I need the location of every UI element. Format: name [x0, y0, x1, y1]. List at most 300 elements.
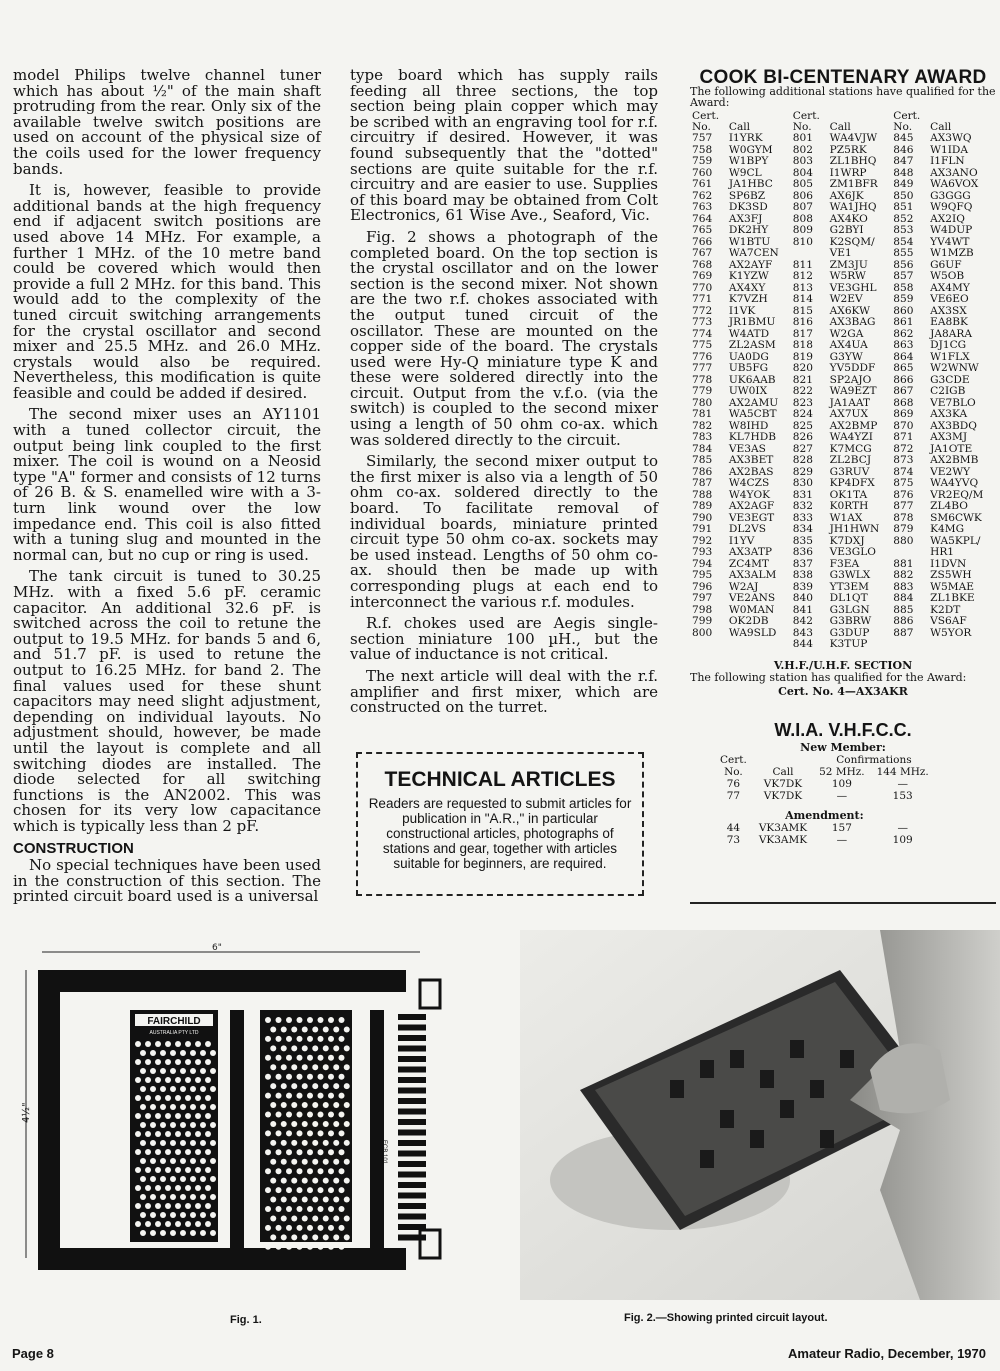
paragraph: R.f. chokes used are Aegis single-section miniature 100 µH., but the value of inductance is not critical.: [350, 614, 658, 664]
pcb-pad: [312, 1121, 318, 1127]
pcb-pad: [312, 1064, 318, 1070]
pcb-pad: [175, 1077, 181, 1083]
pcb-pad: [276, 1206, 282, 1212]
cert-number: 841: [792, 603, 813, 616]
cert-number: 792: [692, 534, 713, 547]
call-sign: VE3GHL: [829, 281, 877, 294]
pcb-pad: [140, 1212, 146, 1218]
pcb-pad: [318, 1149, 324, 1155]
cert-number: 767: [692, 247, 713, 259]
award-row: [690, 156, 996, 168]
call-sign: W1BTU: [728, 235, 771, 248]
call-sign: VK3AMK: [758, 821, 808, 834]
pcb-pad: [270, 1234, 276, 1240]
pcb-pad: [307, 1225, 313, 1231]
call-sign: ZC4MT: [728, 557, 769, 570]
cert-number: 829: [792, 465, 813, 478]
awards-column: [690, 68, 996, 846]
pcb-pad: [160, 1230, 166, 1236]
call-sign: W1AX: [829, 511, 863, 524]
cert-number: 827: [792, 442, 813, 455]
confirm-144: 109: [892, 833, 913, 846]
paragraph: It is, however, feasible to provide additional bands at the high frequency end if adjacent switch positions are used above 14 MHz. For example, a further 1 MHz. of the 10 metre band could be covered which would then provide a full 2 MHz. for this band. This would add to the complexity of the tuned circuit switching arrangements for the crystal oscillator and second mixer and 25.5 MHz. and 26.0 MHz. crystals would also be required. Nevertheless, this modification is quite feasible and could be added if desired.: [13, 181, 321, 402]
pcb-pad: [286, 1074, 292, 1080]
col-header: Call: [772, 765, 794, 778]
pcb-pad: [265, 1225, 271, 1231]
cert-number: 844: [792, 638, 813, 650]
call-sign: I1VK: [728, 304, 756, 317]
cert-number: 882: [893, 569, 914, 581]
pcb-pad: [312, 1140, 318, 1146]
connector-finger: [398, 1182, 426, 1188]
pcb-pad: [210, 1158, 216, 1164]
cert-number: 796: [692, 580, 713, 593]
cert-number: 825: [792, 419, 813, 432]
pcb-pad: [150, 1086, 156, 1092]
width-dimension: 6": [212, 943, 222, 953]
call-sign: W2AJ: [728, 580, 759, 593]
paragraph: No special techniques have been used in the construction of this section. The printed circuit board used is a universal: [13, 856, 321, 906]
pcb-pad: [265, 1206, 271, 1212]
component: [790, 1040, 804, 1058]
pcb-pad: [318, 1244, 324, 1250]
pcb-pad: [333, 1215, 339, 1221]
cert-number: 764: [692, 212, 713, 225]
cert-number: 832: [792, 500, 813, 512]
col-header: Cert.: [692, 110, 720, 122]
cert-number: 830: [792, 477, 813, 489]
pcb-pad: [200, 1122, 206, 1128]
pcb-pad: [175, 1041, 181, 1047]
pcb-pad: [328, 1093, 334, 1099]
pcb-pad: [170, 1104, 176, 1110]
vhf-section-text: The following station has qualified for the Award:: [690, 670, 967, 684]
pcb-pad: [318, 1093, 324, 1099]
pcb-pad: [180, 1050, 186, 1056]
pcb-pad: [200, 1230, 206, 1236]
pcb-code: ECB 101: [381, 1140, 387, 1165]
pcb-pad: [195, 1149, 201, 1155]
pcb-pad: [291, 1215, 297, 1221]
pcb-pad: [339, 1244, 345, 1250]
col-header: Call: [728, 121, 751, 133]
cert-number: 782: [692, 419, 713, 432]
pcb-pad: [195, 1131, 201, 1137]
col-header: Cert.: [893, 110, 921, 122]
call-sign: WA7CEN: [728, 247, 779, 259]
pcb-pad: [286, 1130, 292, 1136]
pcb-pad: [276, 1168, 282, 1174]
pcb-pad: [302, 1234, 308, 1240]
pcb-pad: [307, 1112, 313, 1118]
pcb-pad: [185, 1185, 191, 1191]
pcb-pad: [185, 1077, 191, 1083]
call-sign: W2EV: [829, 293, 863, 305]
award-row: [690, 248, 996, 260]
pcb-pad: [200, 1194, 206, 1200]
call-sign: VK7DK: [763, 789, 803, 802]
connector-finger: [398, 1088, 426, 1094]
pcb-pad: [276, 1112, 282, 1118]
pcb-pad: [165, 1041, 171, 1047]
cert-number: 77: [726, 789, 741, 802]
pcb-pad: [328, 1168, 334, 1174]
pcb-pad: [297, 1093, 303, 1099]
cert-number: 850: [893, 189, 914, 202]
pcb-pad: [150, 1194, 156, 1200]
pcb-pad: [297, 1225, 303, 1231]
pcb-pad: [323, 1215, 329, 1221]
cert-number: 860: [893, 304, 914, 317]
call-sign: WA1JHQ: [829, 201, 877, 213]
pcb-pad: [281, 1026, 287, 1032]
call-sign: [727, 639, 791, 651]
pcb-pad: [307, 1168, 313, 1174]
award-intro: The following additional stations have qualified for the Award:: [690, 85, 996, 109]
paragraph: Fig. 2 shows a photograph of the completed board. On the top section is the crystal oscillator and on the lower section is the second mixer. Not shown are the two r.f. chokes associated with the output tuned circuit of the oscillator. These are mounted on the copper side of the board. The crystals used were Hy-Q miniature type K and these were soldered directly into the circuit. Output from the v.f.o. (via the switch) is coupled to the second mixer using a length of 50 ohm co-ax. which was soldered directly to the circuit.: [350, 227, 658, 449]
cert-number: 763: [692, 201, 713, 213]
call-sign: G6UF: [930, 258, 962, 271]
col-header: Confirmations: [836, 753, 912, 766]
pcb-pad: [323, 1026, 329, 1032]
cert-number: 859: [893, 293, 914, 305]
pcb-pad: [145, 1203, 151, 1209]
col-header: No.: [724, 765, 743, 778]
call-sign: UK6AAB: [728, 373, 776, 386]
call-sign: W1FLX: [930, 350, 970, 363]
cert-number: 790: [692, 511, 713, 524]
call-sign: JA1AAT: [829, 396, 871, 409]
pcb-pad: [276, 1130, 282, 1136]
pcb-pad: [318, 1074, 324, 1080]
pcb-pad: [265, 1017, 271, 1023]
pcb-pad: [286, 1093, 292, 1099]
cert-number: 44: [726, 821, 741, 834]
pcb-pad: [312, 1159, 318, 1165]
call-sign: JA1OTE: [930, 442, 973, 455]
pcb-pad: [195, 1077, 201, 1083]
cert-number: 784: [692, 442, 713, 455]
pcb-pad: [339, 1112, 345, 1118]
call-sign: W5RW: [829, 270, 866, 282]
paragraph: type board which has supply rails feeding all three sections, the top section being plain copper which may be scribed with an engraving tool for r.f. circuitry if desired. However, it was found subsequently that the "dotted" sections are quite suitable for the r.f. circuitry and are easier to use. Supplies of this board may be obtained from Colt Electronics, 61 Wise Ave., Seaford, Vic.: [350, 66, 658, 225]
pcb-pad: [281, 1234, 287, 1240]
pcb-pad: [286, 1055, 292, 1061]
pcb-pad: [210, 1122, 216, 1128]
pcb-pad: [344, 1045, 350, 1051]
component: [730, 1050, 744, 1068]
pcb-pad: [291, 1045, 297, 1051]
cert-number: 880: [893, 534, 914, 547]
col-header: Cert.: [792, 110, 820, 122]
pcb-pad: [155, 1131, 161, 1137]
cert-number: 854: [893, 235, 914, 248]
call-sign: VE3EGT: [728, 511, 775, 524]
pcb-pad: [155, 1149, 161, 1155]
pcb-pad: [333, 1083, 339, 1089]
pcb-pad: [200, 1212, 206, 1218]
pcb-pad: [265, 1149, 271, 1155]
pcb-pad: [344, 1121, 350, 1127]
pcb-pad: [291, 1197, 297, 1203]
pcb-pad: [281, 1215, 287, 1221]
pcb-pad: [291, 1121, 297, 1127]
cert-number: 809: [792, 224, 813, 236]
call-sign: SP2AJO: [829, 373, 872, 386]
article-column-1: [13, 68, 321, 911]
pcb-pad: [145, 1149, 151, 1155]
call-sign: W8IHD: [728, 419, 769, 432]
call-sign: G3DUP: [829, 626, 870, 639]
call-sign: AX3BAG: [829, 316, 876, 328]
cert-number: 772: [692, 304, 713, 317]
pcb-pad: [170, 1050, 176, 1056]
pcb-pad: [185, 1149, 191, 1155]
pcb-pad: [170, 1194, 176, 1200]
col-header: Call: [829, 121, 851, 133]
connector-finger: [398, 1077, 426, 1083]
pcb-pad: [135, 1221, 141, 1227]
call-sign: W4DUP: [930, 224, 973, 236]
pcb-pad: [276, 1149, 282, 1155]
cert-number: 868: [893, 396, 914, 409]
cert-number: 795: [692, 569, 713, 581]
call-sign: G3LGN: [829, 603, 870, 616]
call-sign: I1WRP: [829, 166, 867, 179]
pcb-pad: [160, 1176, 166, 1182]
paragraph: The next article will deal with the r.f. amplifier and first mixer, which are constructed on the turret.: [350, 666, 658, 717]
pcb-pad: [339, 1017, 345, 1023]
pcb-pad: [270, 1026, 276, 1032]
pcb-pad: [265, 1074, 271, 1080]
component: [780, 1100, 794, 1118]
confirm-52: 157: [831, 821, 852, 834]
connector-finger: [398, 1056, 426, 1062]
pcb-pad: [307, 1206, 313, 1212]
call-sign: AX2BAS: [728, 465, 774, 478]
pcb-pad: [344, 1215, 350, 1221]
component: [760, 1070, 774, 1088]
cert-number: 797: [692, 592, 713, 604]
cert-number: 835: [792, 534, 813, 547]
pcb-pad: [276, 1074, 282, 1080]
paragraph: model Philips twelve channel tuner which has about ½" of the main shaft protruding from the rear. Only six of the available twelve switch positions are used on account of the physical size of the coils used for the lower frequency bands.: [13, 66, 321, 178]
pcb-pad: [281, 1197, 287, 1203]
pcb-pad: [318, 1036, 324, 1042]
pcb-pad: [291, 1102, 297, 1108]
pcb-pad: [190, 1158, 196, 1164]
pcb-pad: [323, 1102, 329, 1108]
cert-number: 805: [792, 178, 813, 190]
pcb-pad: [302, 1215, 308, 1221]
cert-number: 883: [893, 580, 914, 593]
cert-number: 762: [692, 189, 713, 202]
cert-number: 804: [792, 166, 813, 179]
pcb-pad: [200, 1050, 206, 1056]
article-column-2: [350, 68, 658, 722]
connector-finger: [398, 1214, 426, 1220]
pcb-pad: [328, 1187, 334, 1193]
pcb-pad: [328, 1130, 334, 1136]
call-sign: AX3ALM: [728, 569, 777, 581]
pcb-pad: [185, 1113, 191, 1119]
cert-number: 820: [792, 362, 813, 374]
confirm-144: —: [897, 821, 908, 834]
cert-number: 818: [792, 339, 813, 351]
pcb-pad: [200, 1140, 206, 1146]
pcb-pad: [155, 1041, 161, 1047]
pcb-pad: [170, 1212, 176, 1218]
pcb-pad: [160, 1194, 166, 1200]
pcb-pad: [155, 1095, 161, 1101]
pcb-pad: [302, 1121, 308, 1127]
wia-table: [714, 754, 935, 846]
cert-number: 76: [726, 777, 741, 790]
pcb-pad: [302, 1083, 308, 1089]
pcb-pad: [281, 1121, 287, 1127]
cert-number: 816: [792, 316, 813, 328]
call-sign: ZL2BCJ: [829, 454, 872, 466]
col-header: No.: [893, 121, 913, 133]
pcb-pad: [312, 1215, 318, 1221]
pcb-brand: FAIRCHILD: [147, 1016, 201, 1027]
component: [750, 1130, 764, 1148]
award-title: COOK BI-CENTENARY AWARD: [699, 67, 987, 88]
pcb-pad: [180, 1212, 186, 1218]
call-sign: W0MAN: [728, 603, 775, 616]
call-sign: W5OB: [930, 270, 965, 282]
pcb-pad: [210, 1086, 216, 1092]
call-sign: W4YOK: [728, 488, 771, 501]
pcb-pad: [307, 1093, 313, 1099]
call-sign: OK1TA: [829, 488, 868, 501]
pcb-pad: [155, 1059, 161, 1065]
pcb-pad: [302, 1102, 308, 1108]
pcb-pad: [297, 1187, 303, 1193]
pcb-pad: [318, 1187, 324, 1193]
cert-number: 843: [792, 626, 813, 639]
col-header: Cert.: [720, 753, 747, 766]
cert-number: 862: [893, 327, 914, 340]
pcb-pad: [165, 1077, 171, 1083]
cert-number: 814: [792, 293, 813, 305]
pcb-pad: [190, 1194, 196, 1200]
pcb-pad: [140, 1104, 146, 1110]
pcb-pad: [175, 1095, 181, 1101]
pcb-pad: [270, 1045, 276, 1051]
award-row: [690, 639, 996, 651]
pcb-pad: [281, 1159, 287, 1165]
call-sign: WA4VJW: [829, 132, 878, 144]
pcb-pad: [318, 1130, 324, 1136]
pcb-pad: [155, 1203, 161, 1209]
pcb-pad: [297, 1055, 303, 1061]
col-header: No.: [692, 121, 711, 133]
cert-number: 879: [893, 523, 914, 535]
award-row: [690, 616, 996, 628]
pcb-pad: [145, 1113, 151, 1119]
pcb-pad: [180, 1140, 186, 1146]
pcb-pad: [175, 1149, 181, 1155]
pcb-pad: [135, 1059, 141, 1065]
pcb-pad: [165, 1113, 171, 1119]
pcb-pad: [270, 1215, 276, 1221]
cert-number: 769: [692, 270, 713, 282]
pcb-pad: [190, 1122, 196, 1128]
notice-body: Readers are requested to submit articles for publication in "A.R.," in particular constructional articles, photographs of stations and gear, together with articles suitable for beginners, are required.: [368, 796, 632, 871]
pcb-pad: [328, 1206, 334, 1212]
pcb-pad: [170, 1086, 176, 1092]
cert-number: 793: [692, 546, 713, 558]
pcb-pad: [205, 1185, 211, 1191]
award-row: [690, 179, 996, 191]
pcb-pad: [297, 1149, 303, 1155]
pcb-pad: [135, 1203, 141, 1209]
pcb-pad: [307, 1036, 313, 1042]
pcb-pad: [291, 1234, 297, 1240]
pcb-pad: [339, 1055, 345, 1061]
pcb-pad: [328, 1036, 334, 1042]
cert-number: 791: [692, 523, 713, 535]
pcb-pad: [135, 1077, 141, 1083]
cert-number: 771: [692, 293, 713, 305]
pcb-pad: [265, 1112, 271, 1118]
pcb-pad: [195, 1185, 201, 1191]
call-sign: K7DXJ: [829, 534, 865, 547]
call-sign: AX3KA: [930, 408, 968, 420]
pcb-pad: [210, 1194, 216, 1200]
pcb-pad: [323, 1159, 329, 1165]
pcb-pad: [265, 1187, 271, 1193]
issue-label: Amateur Radio, December, 1970: [788, 1346, 986, 1361]
call-sign: UW0IX: [728, 385, 768, 397]
pcb-pad: [312, 1102, 318, 1108]
connector-finger: [398, 1119, 426, 1125]
call-sign: AX4UA: [829, 339, 868, 351]
pcb-pad: [205, 1221, 211, 1227]
pcb-pad: [318, 1017, 324, 1023]
pcb-pad: [270, 1140, 276, 1146]
pcb-pad: [160, 1212, 166, 1218]
pcb-pad: [297, 1017, 303, 1023]
call-sign: KL7HDB: [728, 431, 777, 443]
pcb-pad: [276, 1055, 282, 1061]
cert-number: 761: [692, 178, 713, 190]
pcb-pad: [328, 1074, 334, 1080]
pcb-pad: [160, 1068, 166, 1074]
pcb-pad: [344, 1026, 350, 1032]
pcb-pad: [276, 1017, 282, 1023]
call-sign: F3EA: [829, 557, 860, 570]
pcb-pad: [297, 1074, 303, 1080]
pcb-pad: [281, 1083, 287, 1089]
cert-number: 785: [692, 454, 713, 466]
cert-number: 789: [692, 500, 713, 512]
pcb-pad: [160, 1122, 166, 1128]
pcb-pad: [140, 1176, 146, 1182]
call-sign: I1YRK: [728, 132, 763, 144]
pcb-pad: [333, 1140, 339, 1146]
pcb-pad: [175, 1059, 181, 1065]
pcb-pad: [281, 1178, 287, 1184]
pcb-pad: [302, 1197, 308, 1203]
pcb-pad: [210, 1212, 216, 1218]
pcb-pad: [135, 1167, 141, 1173]
cert-number: 813: [792, 281, 813, 294]
call-sign: VE2ANS: [728, 592, 776, 604]
pcb-pad: [339, 1225, 345, 1231]
pcb-pad: [200, 1104, 206, 1110]
